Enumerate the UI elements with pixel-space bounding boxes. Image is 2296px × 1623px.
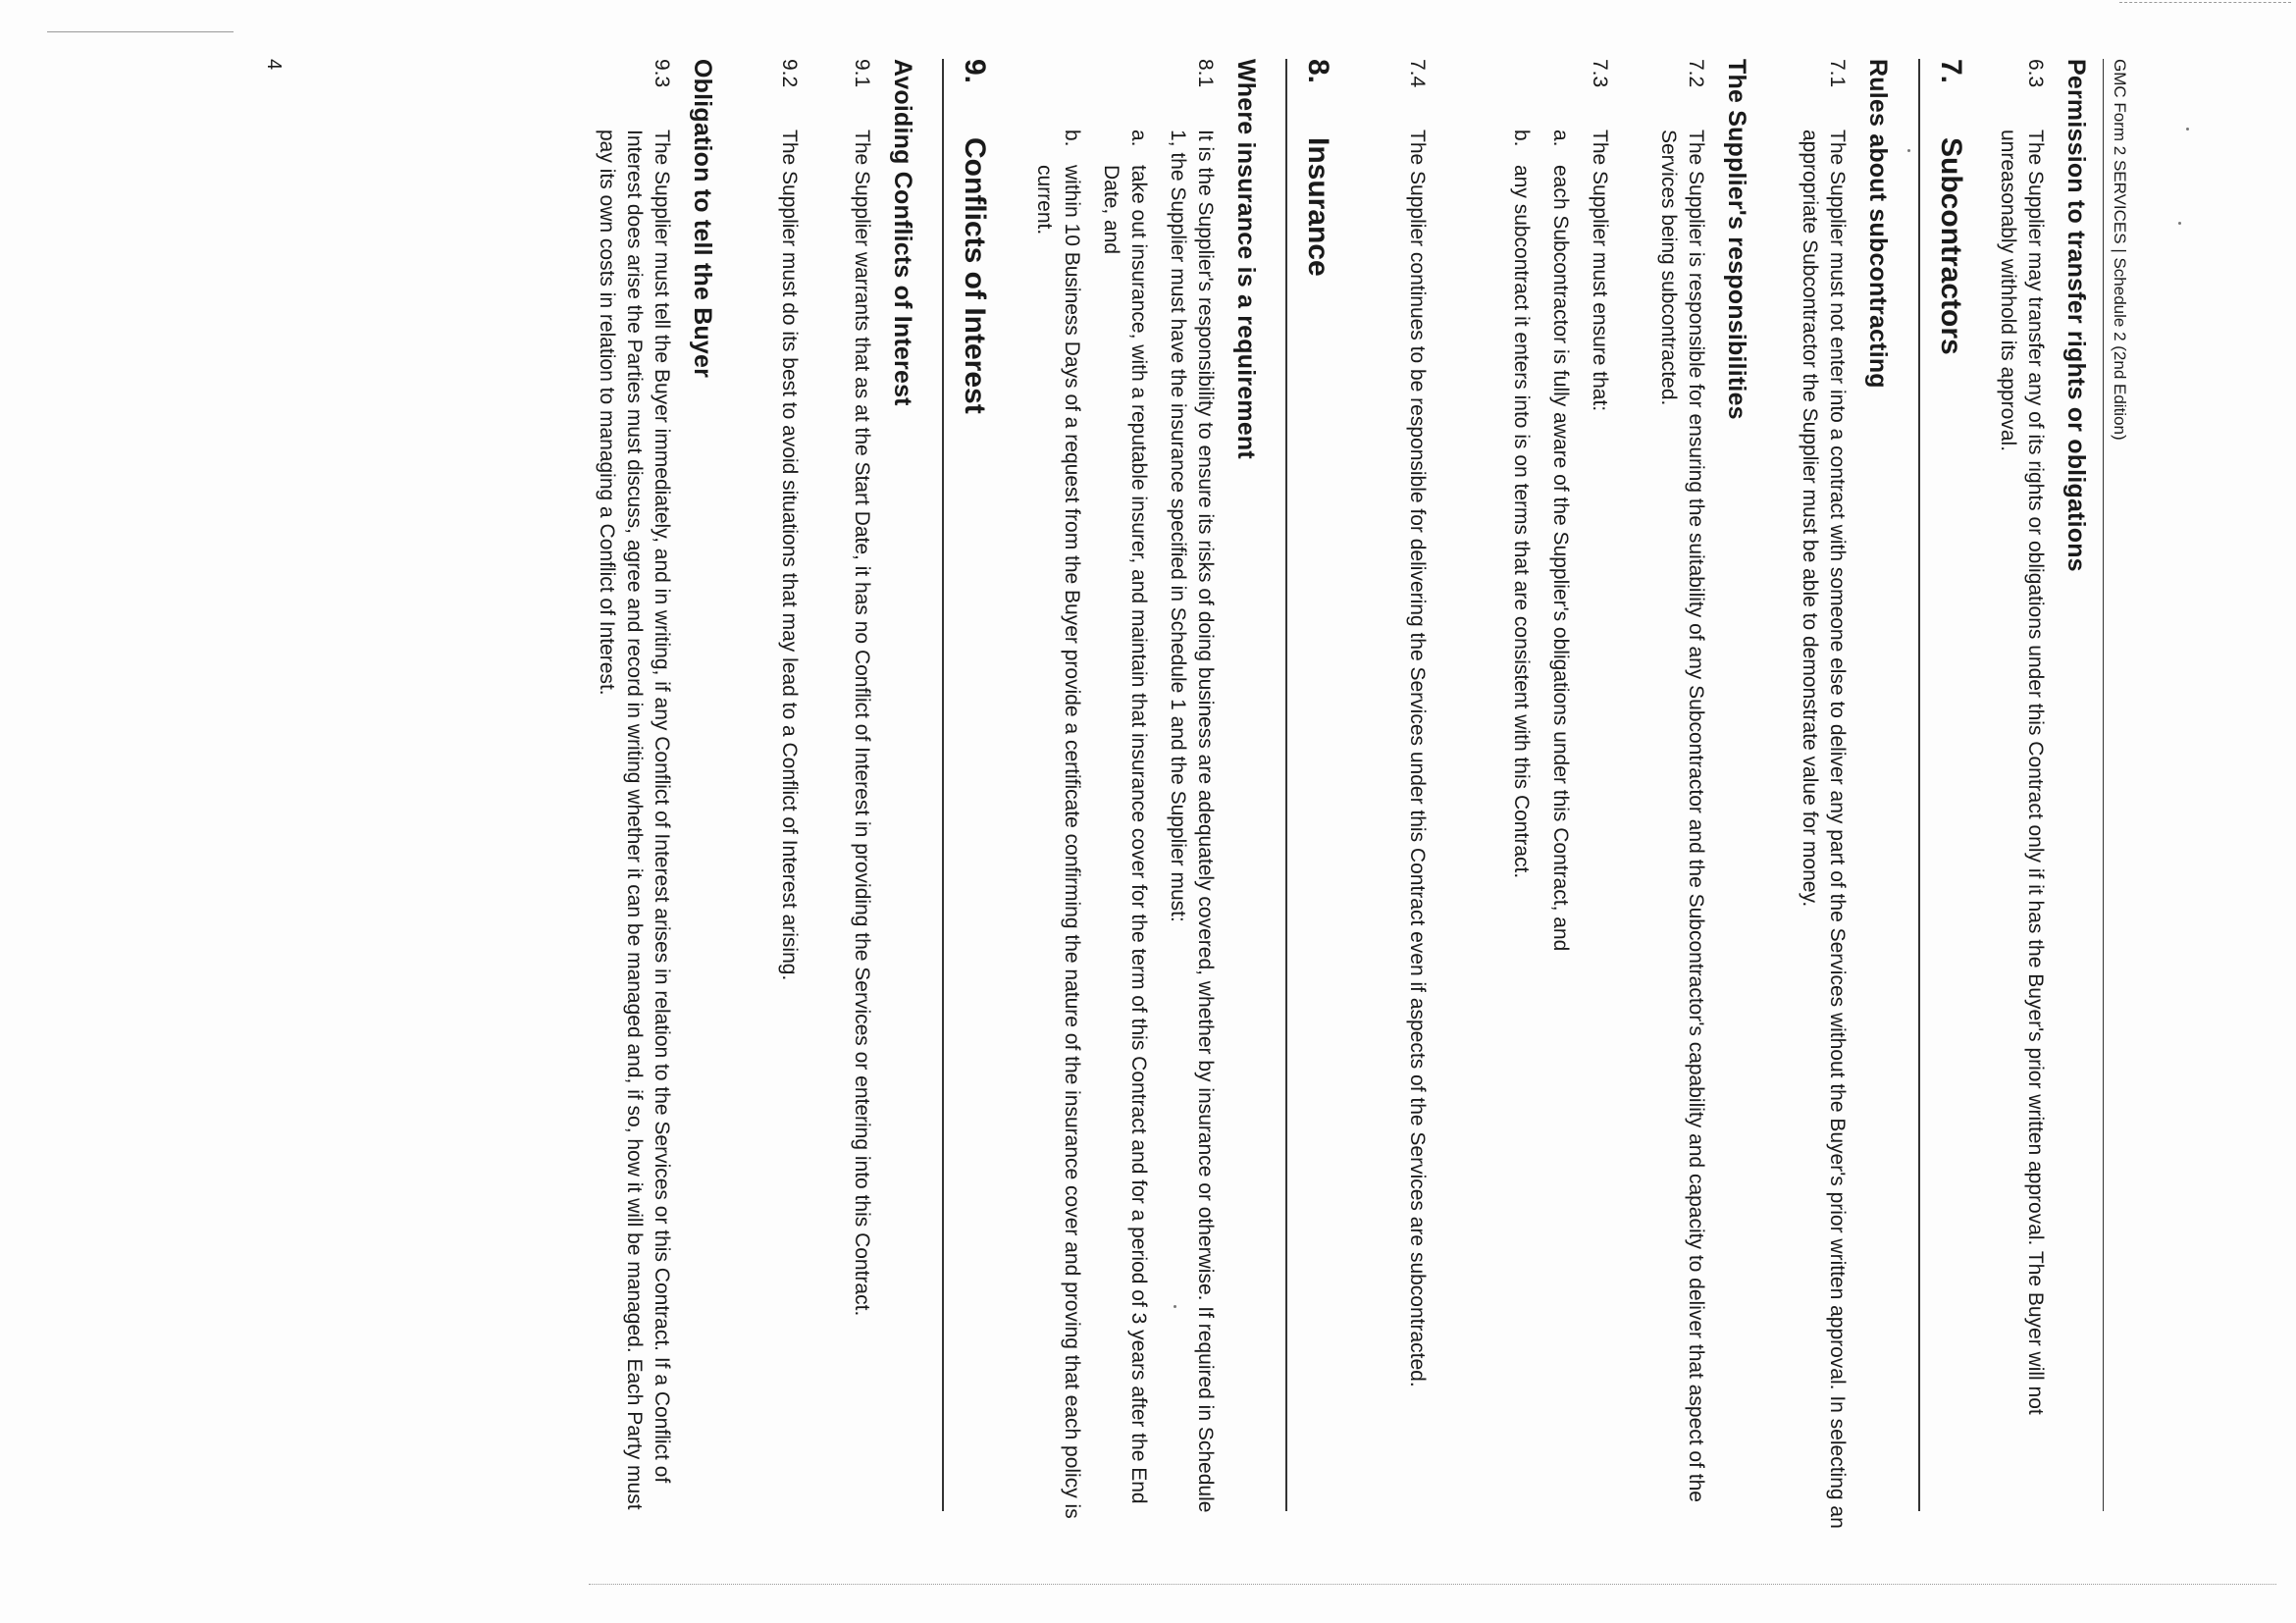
scan-artifact-line bbox=[47, 31, 234, 32]
page-number: 4 bbox=[263, 59, 285, 71]
section-8-title bbox=[1285, 59, 1334, 1531]
section-number: 7. bbox=[1935, 59, 1967, 84]
scan-artifact-dot bbox=[2186, 128, 2189, 131]
clause-text: The Supplier must ensure that: bbox=[1589, 130, 1611, 412]
section-7-subheading-1: Rules about subcontracting bbox=[1864, 59, 1892, 389]
clause-text: The Supplier warrants that as at the Start Date, it has no Conflict of Interest in providing the Services or entering into this Contract. bbox=[851, 130, 873, 1317]
section-number: 8. bbox=[1302, 59, 1334, 84]
clause-number: 9.1 bbox=[851, 59, 873, 88]
clause-6-3 bbox=[1994, 59, 2049, 1531]
scan-artifact-line bbox=[2119, 2, 2291, 3]
clause-heading: Permission to transfer rights or obligations bbox=[2062, 59, 2090, 572]
clause-8-1-b: b. within 10 Business Days of a request from the Buyer provide a certificate confirming the nature of the insurance cover and proving that each policy is current. bbox=[1033, 130, 1083, 1519]
section-8-subheading-1: Where insurance is a requirement bbox=[1232, 59, 1260, 459]
clause-text: It is the Supplier's responsibility to ensure its risks of doing business are adequately covered, whether by insurance or otherwise. If required in Schedule 1, the Supplier must have the insurance specified in Schedule 1 and the Supplier must: bbox=[1167, 130, 1217, 1513]
clause-7-3-b: b. any subcontract it enters into is on terms that are consistent with this Contract. bbox=[1510, 130, 1533, 879]
clause-number: 7.4 bbox=[1406, 59, 1429, 88]
clause-text: The Supplier must do its best to avoid situations that may lead to a Conflict of Interest arising. bbox=[778, 130, 801, 981]
clause-8-1-a: a. take out insurance, with a reputable insurer, and maintain that insurance cover for the term of this Contract and for a period of 3 years after the End Date, and bbox=[1100, 130, 1150, 1504]
clause-text: The Supplier continues to be responsible for delivering the Services under this Contract even if aspects of the Services are subcontracted. bbox=[1406, 130, 1429, 1387]
clause-7-4 bbox=[1403, 59, 1431, 1531]
section-9-subheading-1: Avoiding Conflicts of Interest bbox=[889, 59, 916, 406]
section-number: 9. bbox=[959, 59, 991, 84]
clause-text: The Supplier must tell the Buyer immediately, and in writing, if any Conflict of Interest arises in relation to the Services or this Contract. If a Conflict of Interest does arise the Parties must discuss, agree and record in writing whether it can be managed and, if so, how it will be managed. Each Party must pay its own costs in relation to managing a Conflict of Interest. bbox=[596, 130, 673, 1510]
section-title-text: Conflicts of Interest bbox=[959, 137, 991, 414]
clause-8-1 bbox=[1030, 59, 1219, 1531]
clause-number: 7.2 bbox=[1685, 59, 1707, 88]
section-9-subheading-2: Obligation to tell the Buyer bbox=[689, 59, 716, 379]
section-9-title bbox=[942, 59, 991, 1531]
clause-7-2 bbox=[1654, 59, 1709, 1531]
clause-7-3 bbox=[1507, 59, 1613, 1531]
section-title-text: Subcontractors bbox=[1935, 137, 1967, 355]
clause-7-1 bbox=[1796, 59, 1851, 1531]
section-7-title bbox=[1918, 59, 1967, 1531]
clause-number: 6.3 bbox=[2024, 59, 2047, 88]
clause-number: 9.3 bbox=[651, 59, 673, 88]
clause-text: The Supplier is responsible for ensuring the suitability of any Subcontractor and the Subcontractor's capability and capacity to deliver that aspect of the Services being subcontracted. bbox=[1657, 130, 1707, 1502]
clause-9-3 bbox=[593, 59, 675, 1531]
running-head: GMC Form 2 SERVICES | Schedule 2 (2nd Edition) bbox=[2103, 59, 2129, 1511]
clause-number: 9.2 bbox=[778, 59, 801, 88]
clause-7-3-a: a. each Subcontractor is fully aware of the Supplier's obligations under this Contract, and bbox=[1549, 130, 1572, 952]
clause-number: 7.3 bbox=[1589, 59, 1611, 88]
clause-6-3-heading-block bbox=[2061, 59, 2090, 1531]
section-title-text: Insurance bbox=[1302, 137, 1334, 277]
clause-9-2 bbox=[775, 59, 803, 1531]
clause-number: 8.1 bbox=[1194, 59, 1217, 88]
clause-9-1 bbox=[848, 59, 875, 1531]
scan-artifact-dot bbox=[2178, 222, 2181, 225]
document-page bbox=[216, 59, 2129, 1609]
clause-text: The Supplier must not enter into a contract with someone else to deliver any part of the Services without the Buyer's prior written approval. In selecting an appropriate Subcontractor the Supplier must be able to demonstrate value for money. bbox=[1799, 130, 1849, 1529]
clause-text: The Supplier may transfer any of its rights or obligations under this Contract only if it has the Buyer's prior written approval. The Buyer will not unreasonably withhold its approval. bbox=[1997, 130, 2047, 1415]
clause-number: 7.1 bbox=[1826, 59, 1849, 88]
section-7-subheading-2: The Supplier's responsibilities bbox=[1723, 59, 1750, 420]
